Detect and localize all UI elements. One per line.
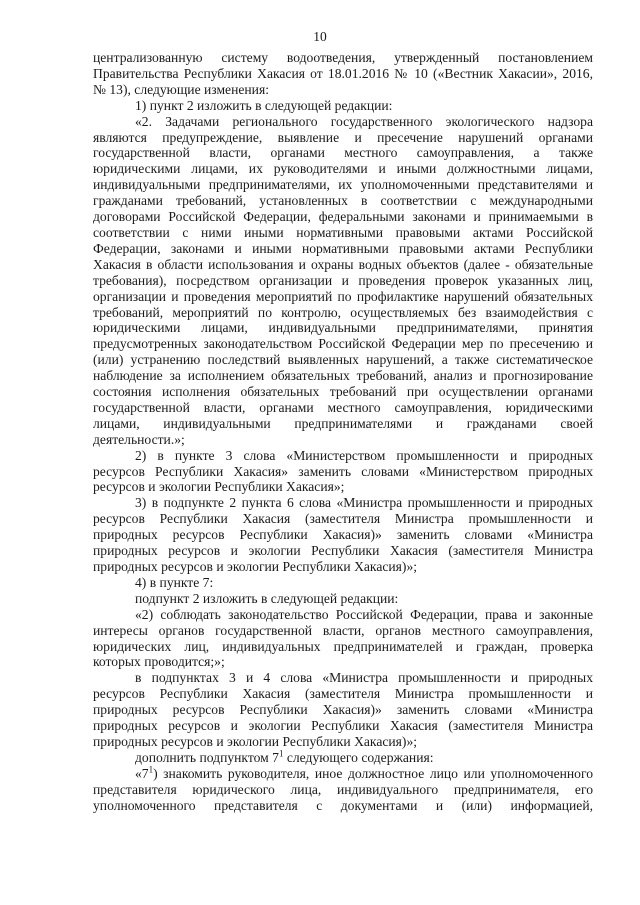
text-line: Федерации, законами и иными нормативными правовыми актами Республики [93, 240, 593, 256]
text-line: в подпунктах 3 и 4 слова «Министра промышленности и природных [135, 670, 593, 686]
text-line: гражданами требований, установленных в соответствии с международными [93, 193, 593, 209]
text-line: подпункт 2 изложить в следующей редакции: [135, 590, 399, 606]
text-line: организации и проведения мероприятий по профилактике нарушений обязательных [93, 288, 593, 304]
text-line: юридических лиц, индивидуальных предпринимателей и граждан, проверка [93, 638, 593, 654]
text-line: требований, мероприятий по контролю, осуществляемых без взаимодействия с [93, 304, 593, 320]
text-line: государственной власти, органами местного самоуправления, юридическими [93, 399, 593, 415]
text-line: которых проводится;»; [93, 654, 225, 670]
text-line: юридическими лицами, их руководителями и иными должностными лицами, [93, 161, 593, 177]
text-line: «2) соблюдать законодательство Российской Федерации, права и законные [135, 606, 593, 622]
page-number: 10 [313, 29, 327, 44]
text-line: природных ресурсов Республики Хакасия)» заменить словами «Министра [93, 702, 593, 718]
text-line: соответствии с ними иными нормативными правовыми актами Российской [93, 224, 593, 240]
text-line: дополнить подпунктом $7^1$ следующего содержания: [135, 748, 434, 765]
text-line: ресурсов Республики Хакасия (заместителя Министра промышленности и [93, 511, 593, 527]
text-line: (или) устранению последствий выявленных нарушений, а также систематическое [93, 352, 593, 368]
text-line: ресурсов и экологии Республики Хакасия»; [93, 479, 345, 495]
text-line: деятельности.»; [93, 431, 185, 447]
text-line: являются предупреждение, выявление и пресечение нарушений органами [93, 129, 593, 145]
text-line: природных ресурсов и экологии Республики Хакасия (заместителя Министра [93, 718, 593, 734]
text-line: «2. Задачами регионального государственного экологического надзора [135, 113, 593, 129]
text-line: уполномоченного представителя с документами и (или) информацией, [93, 797, 593, 813]
text-line: договорами Российской Федерации, федеральными законами и принимаемыми в [93, 209, 593, 225]
text-line: ресурсов Республики Хакасия» заменить словами «Министерством природных [93, 463, 593, 479]
text-line: природных ресурсов и экологии Республики Хакасия)»; [93, 559, 418, 574]
text-line: индивидуальными предпринимателями, их уполномоченными представителями и [93, 177, 593, 193]
text-line: состояния исполнения обязательных требований при осуществлении органами [93, 384, 593, 400]
text-line: требования), посредством организации и проведения проверок указанных лиц, [93, 272, 593, 288]
text-line: юридическими лицами, индивидуальными предпринимателями, принятия [93, 320, 593, 336]
document-body [93, 50, 593, 814]
text-line: природных ресурсов и экологии Республики Хакасия)»; [93, 733, 418, 749]
text-line: № 13), следующие изменения: [93, 81, 269, 97]
text-line: представителя юридического лица, индивидуального предпринимателя, его [93, 781, 593, 797]
text-line: лицами, индивидуальными предпринимателями и гражданами своей [93, 415, 593, 431]
text-line: 3) в подпункте 2 пункта 6 слова «Министра промышленности и природных [135, 495, 593, 511]
text-line: природных ресурсов Республики Хакасия)» заменить словами «Министра [93, 527, 593, 543]
text-line: государственной власти, органами местного самоуправления, а также [93, 145, 593, 161]
text-line: природных ресурсов и экологии Республики Хакасия (заместителя Министра [93, 543, 593, 559]
text-line: централизованную систему водоотведения, утвержденный постановлением [93, 50, 593, 65]
text-line: интересы органов государственной власти, органов местного самоуправления, [93, 622, 593, 638]
text-line: «$7^1$) знакомить руководителя, иное должностное лицо или уполномоченного [135, 764, 593, 781]
text-line: предусмотренных законодательством Российской Федерации мер по пресечению и [93, 336, 593, 352]
text-line: Правительства Республики Хакасия от 18.01.2016 № 10 («Вестник Хакасии», 2016, [93, 65, 593, 81]
text-line: 1) пункт 2 изложить в следующей редакции: [135, 97, 393, 113]
text-line: ресурсов Республики Хакасия (заместителя Министра промышленности и [93, 686, 593, 702]
text-line: наблюдение за исполнением обязательных требований, анализ и прогнозирование [93, 368, 593, 384]
text-line: 4) в пункте 7: [135, 574, 214, 590]
text-line: Хакасия в области использования и охраны водных объектов (далее - обязательные [93, 256, 593, 272]
text-line: 2) в пункте 3 слова «Министерством промышленности и природных [135, 447, 593, 463]
